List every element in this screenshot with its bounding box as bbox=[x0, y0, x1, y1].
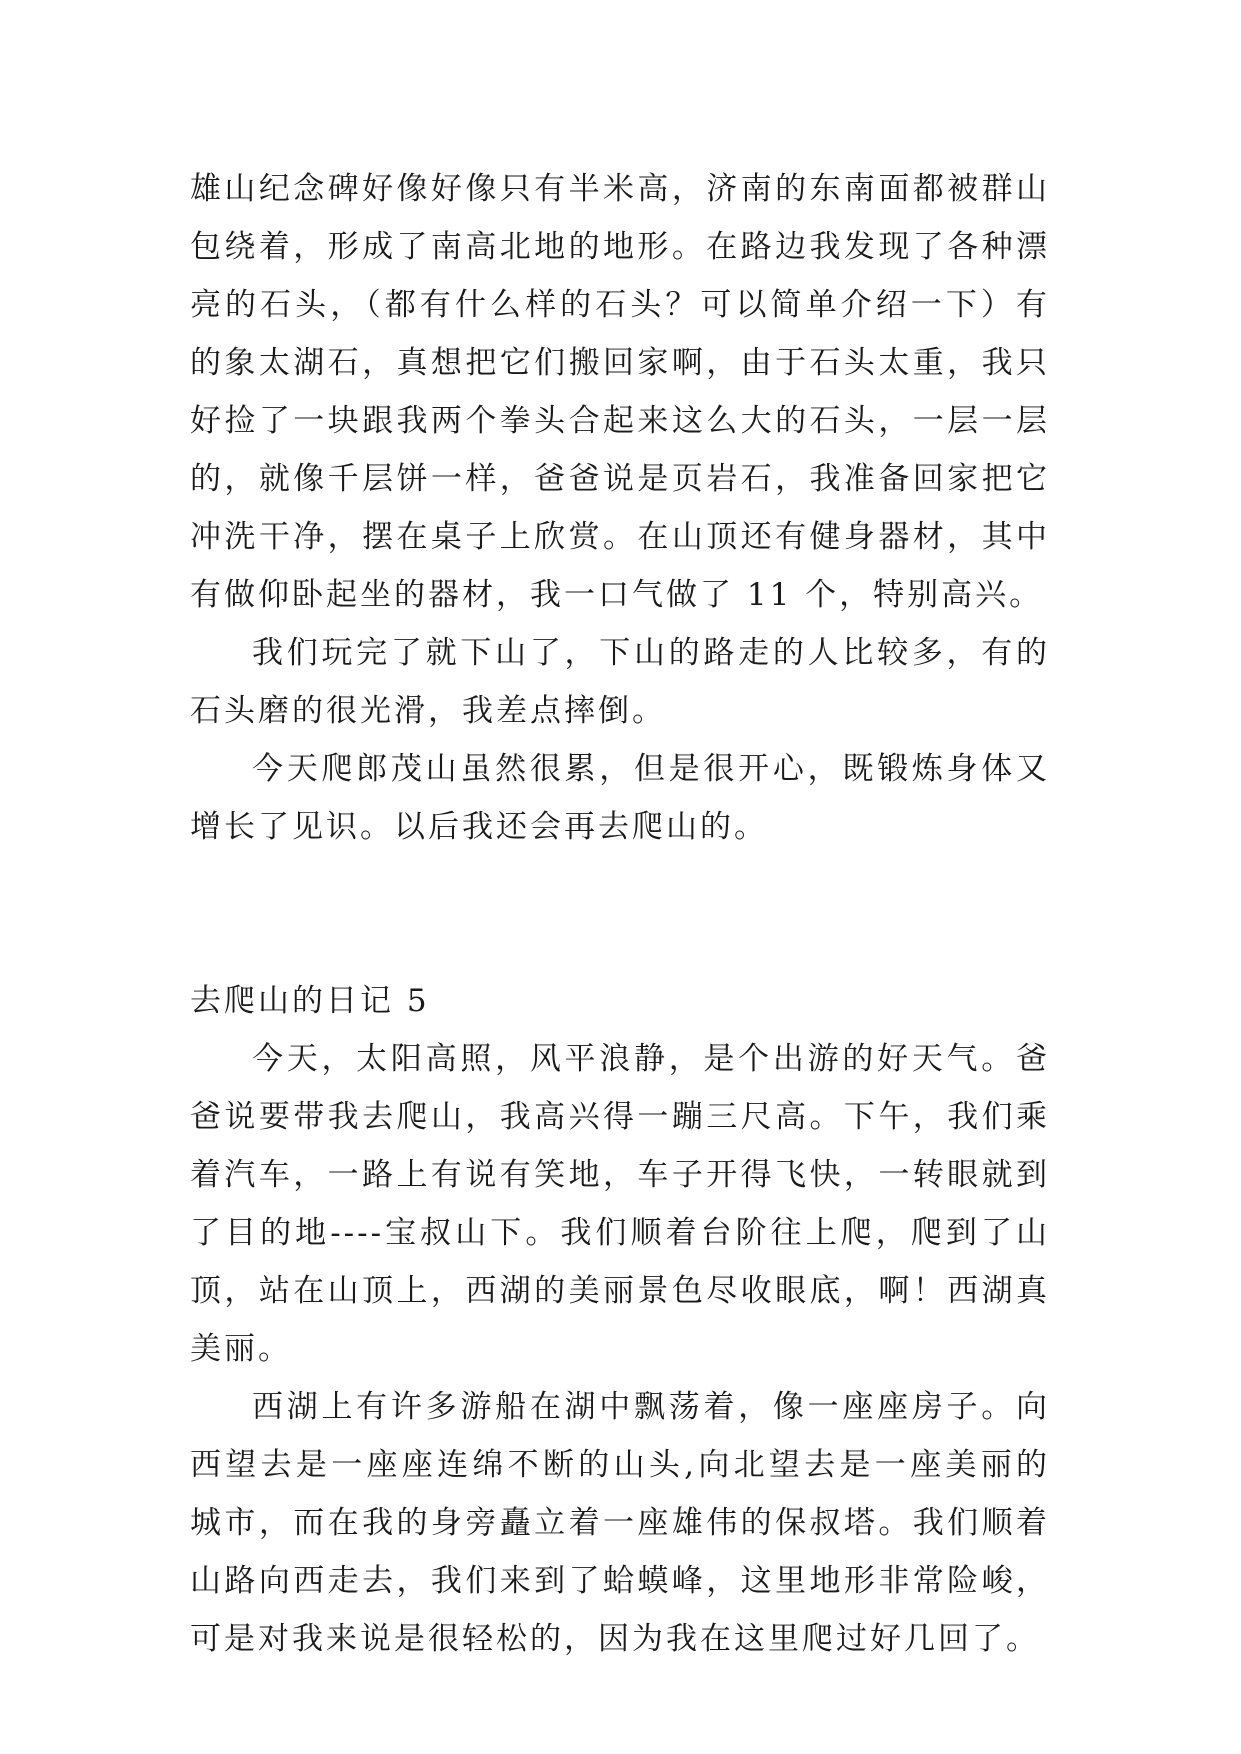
paragraph-descent: 我们玩完了就下山了，下山的路走的人比较多，有的石头磨的很光滑，我差点摔倒。 bbox=[190, 635, 1050, 729]
section-spacer bbox=[190, 856, 1050, 972]
document-body bbox=[190, 160, 1050, 1668]
section-title: 去爬山的日记 5 bbox=[190, 983, 430, 1019]
paragraph-continued: 雄山纪念碑好像好像只有半米高，济南的东南面都被群山包绕着，形成了南高北地的地形。在路边我发现了各种漂亮的石头，（都有什么样的石头？可以简单介绍一下）有的象太湖石，真想把它们搬回家啊，由于石头太重，我只好捡了一块跟我两个拳头合起来这么大的石头，一层一层的，就像千层饼一样，爸爸说是页岩石，我准备回家把它冲洗干净，摆在桌子上欣赏。在山顶还有健身器材，其中有做仰卧起坐的器材，我一口气做了 11 个，特别高兴。 bbox=[190, 171, 1050, 613]
paragraph-intro: 今天，太阳高照，风平浪静，是个出游的好天气。爸爸说要带我去爬山，我高兴得一蹦三尺高。下午，我们乘着汽车，一路上有说有笑地，车子开得飞快，一转眼就到了目的地----宝叔山下。我们顺着台阶往上爬，爬到了山顶，站在山顶上，西湖的美丽景色尽收眼底，啊！西湖真美丽。 bbox=[190, 1041, 1050, 1367]
paragraph-scenery: 西湖上有许多游船在湖中飘荡着，像一座座房子。向西望去是一座座连绵不断的山头,向北望去是一座美丽的城市，而在我的身旁矗立着一座雄伟的保叔塔。我们顺着山路向西走去，我们来到了蛤蟆峰，这里地形非常险峻，可是对我来说是很轻松的，因为我在这里爬过好几回了。 bbox=[190, 1389, 1050, 1657]
paragraph-conclusion: 今天爬郎茂山虽然很累，但是很开心，既锻炼身体又增长了见识。以后我还会再去爬山的。 bbox=[190, 751, 1050, 845]
